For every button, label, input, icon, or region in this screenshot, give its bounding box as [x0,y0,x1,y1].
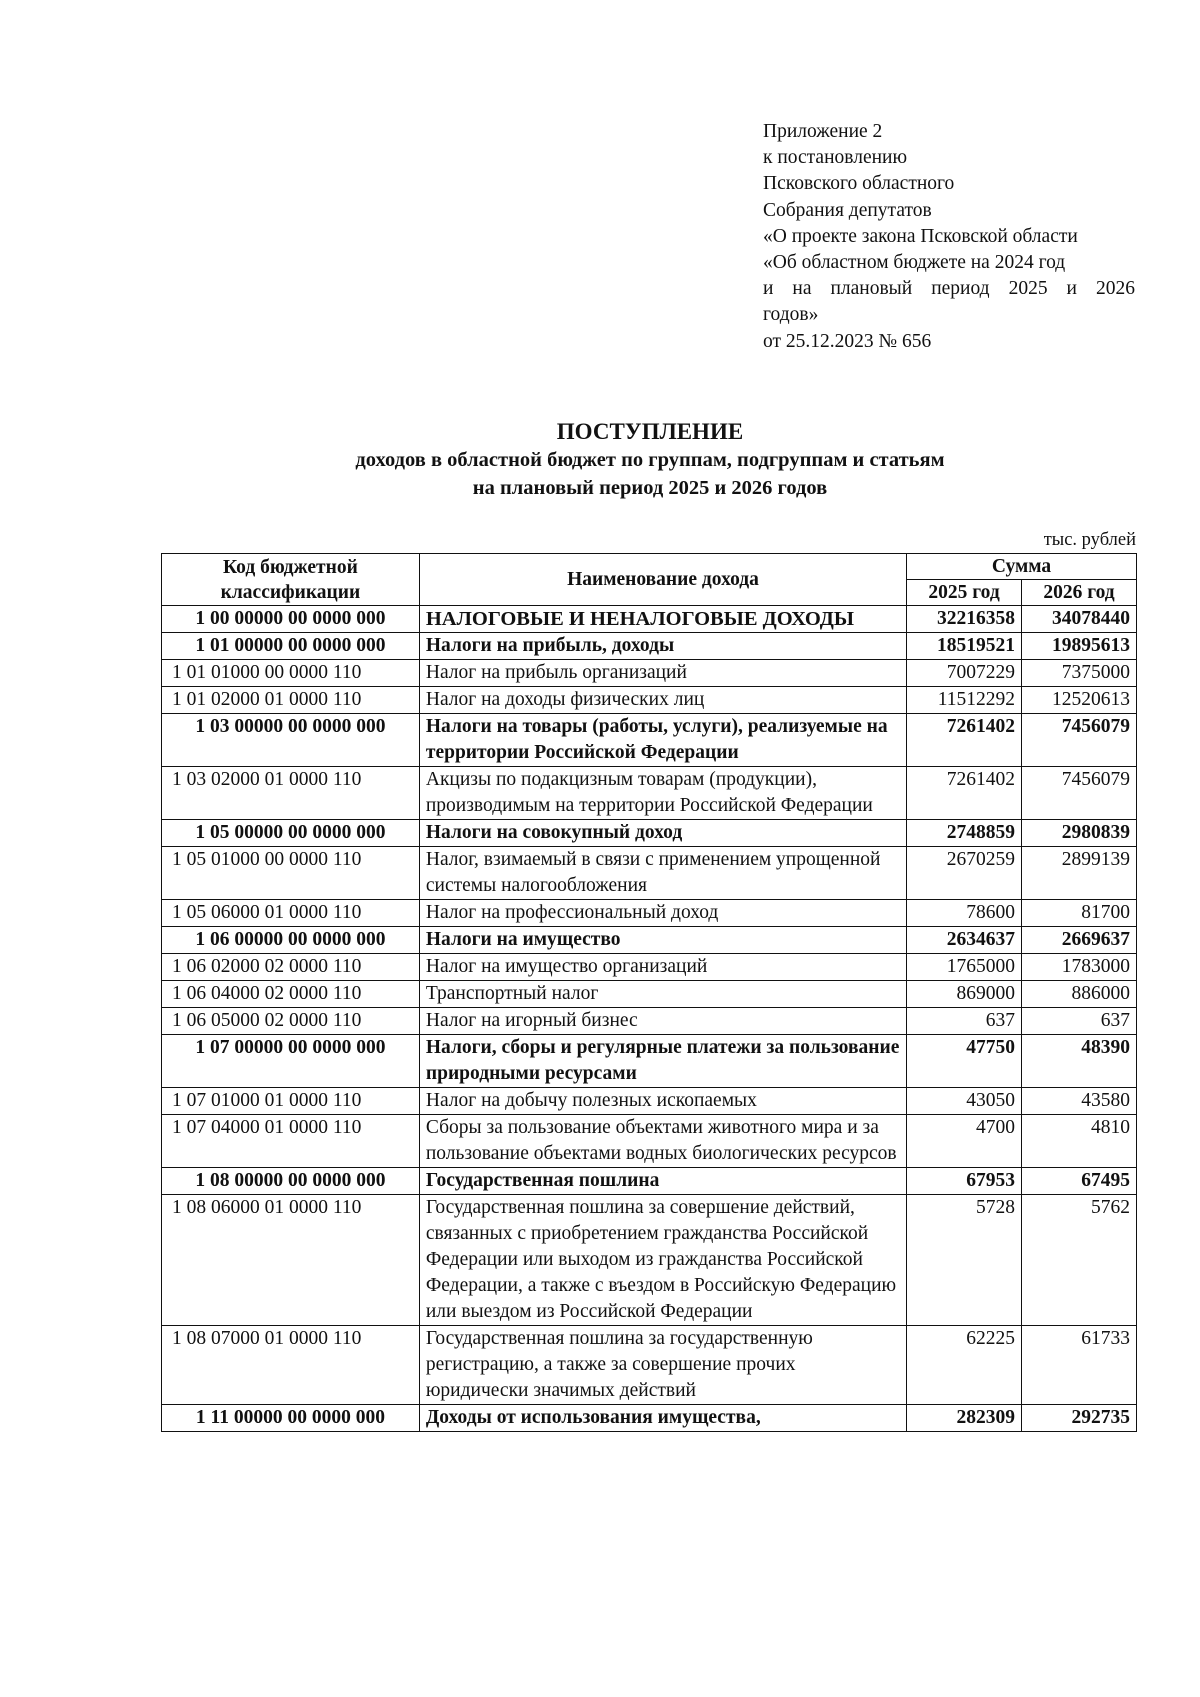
table-row [162,1405,1137,1432]
appendix-line: «О проекте закона Псковской области [763,225,1078,247]
row-value-2025: 2634637 [907,927,1022,954]
appendix-line: Собрания депутатов [763,199,932,221]
row-code: 1 00 00000 00 0000 000 [162,606,420,633]
table-row [162,1195,1137,1326]
row-value-2025: 62225 [907,1326,1022,1405]
row-code: 1 08 07000 01 0000 110 [162,1326,420,1405]
document-subtitle-period: на плановый период 2025 и 2026 годов [472,477,828,499]
table-row [162,847,1137,900]
row-value-2026: 5762 [1022,1195,1137,1326]
appendix-date: от 25.12.2023 № 656 [763,330,932,352]
row-value-2026: 7456079 [1022,767,1137,820]
row-name: Налоги на товары (работы, услуги), реализуемые на территории Российской Федерации [419,714,906,767]
table-row [162,1088,1137,1115]
row-value-2026: 34078440 [1022,606,1137,633]
row-value-2026: 48390 [1022,1035,1137,1088]
row-name: Налоги, сборы и регулярные платежи за пользование природными ресурсами [419,1035,906,1088]
row-value-2025: 5728 [907,1195,1022,1326]
appendix-block [763,119,1135,355]
row-name: Налог на имущество организаций [419,954,906,981]
row-code: 1 08 06000 01 0000 110 [162,1195,420,1326]
row-value-2026: 61733 [1022,1326,1137,1405]
revenue-table [161,553,1137,1432]
row-name: Налоги на имущество [419,927,906,954]
row-name: Налоги на совокупный доход [419,820,906,847]
table-row [162,767,1137,820]
row-code: 1 06 05000 02 0000 110 [162,1008,420,1035]
table-row [162,1115,1137,1168]
row-code: 1 01 02000 01 0000 110 [162,687,420,714]
row-value-2025: 7007229 [907,660,1022,687]
appendix-line: годов» [763,304,819,326]
header-year-2025: 2025 год [907,580,1022,606]
row-name: Налог на игорный бизнес [419,1008,906,1035]
row-value-2025: 18519521 [907,633,1022,660]
row-value-2025: 7261402 [907,767,1022,820]
row-value-2026: 1783000 [1022,954,1137,981]
table-row [162,633,1137,660]
row-value-2025: 43050 [907,1088,1022,1115]
header-code: Код бюджетной классификации [162,554,420,606]
row-value-2025: 2670259 [907,847,1022,900]
row-value-2026: 637 [1022,1008,1137,1035]
row-code: 1 01 00000 00 0000 000 [162,633,420,660]
appendix-line: Псковского областного [763,173,955,195]
table-row [162,900,1137,927]
row-code: 1 06 00000 00 0000 000 [162,927,420,954]
header-year-2026: 2026 год [1022,580,1137,606]
table-body [162,606,1137,1432]
row-value-2026: 7375000 [1022,660,1137,687]
table-row [162,606,1137,633]
row-name: НАЛОГОВЫЕ И НЕНАЛОГОВЫЕ ДОХОДЫ [419,606,906,633]
row-value-2025: 47750 [907,1035,1022,1088]
row-code: 1 05 00000 00 0000 000 [162,820,420,847]
row-value-2025: 78600 [907,900,1022,927]
row-value-2026: 292735 [1022,1405,1137,1432]
row-value-2025: 4700 [907,1115,1022,1168]
row-value-2026: 43580 [1022,1088,1137,1115]
table-row [162,954,1137,981]
row-code: 1 03 00000 00 0000 000 [162,714,420,767]
row-code: 1 06 02000 02 0000 110 [162,954,420,981]
row-name: Государственная пошлина за совершение действий, связанных с приобретением гражданства Российской Федерации или выходом из гражданства Российской Федерации, а также с въездом в Российскую Федерацию или выездом из Российской Федерации [419,1195,906,1326]
row-name: Налог на прибыль организаций [419,660,906,687]
row-name: Налог, взимаемый в связи с применением упрощенной системы налогообложения [419,847,906,900]
row-code: 1 08 00000 00 0000 000 [162,1168,420,1195]
row-value-2025: 32216358 [907,606,1022,633]
table-row [162,687,1137,714]
row-value-2026: 81700 [1022,900,1137,927]
row-value-2025: 869000 [907,981,1022,1008]
row-value-2025: 67953 [907,1168,1022,1195]
table-row [162,981,1137,1008]
row-code: 1 07 04000 01 0000 110 [162,1115,420,1168]
row-value-2026: 2980839 [1022,820,1137,847]
table-row [162,820,1137,847]
table-row [162,1326,1137,1405]
row-value-2026: 12520613 [1022,687,1137,714]
row-code: 1 05 01000 00 0000 110 [162,847,420,900]
row-code: 1 06 04000 02 0000 110 [162,981,420,1008]
row-value-2025: 11512292 [907,687,1022,714]
header-name: Наименование дохода [419,554,906,606]
row-name: Транспортный налог [419,981,906,1008]
header-sum: Сумма [907,554,1137,580]
row-name: Государственная пошлина за государственную регистрацию, а также за совершение прочих юридически значимых действий [419,1326,906,1405]
row-code: 1 11 00000 00 0000 000 [162,1405,420,1432]
row-name: Акцизы по подакцизным товарам (продукции), производимым на территории Российской Федерации [419,767,906,820]
row-value-2026: 4810 [1022,1115,1137,1168]
row-code: 1 07 00000 00 0000 000 [162,1035,420,1088]
appendix-line: «Об областном бюджете на 2024 год [763,252,1066,274]
row-value-2025: 282309 [907,1405,1022,1432]
row-name: Налог на добычу полезных ископаемых [419,1088,906,1115]
row-value-2026: 886000 [1022,981,1137,1008]
row-name: Доходы от использования имущества, [419,1405,906,1432]
row-name: Налоги на прибыль, доходы [419,633,906,660]
appendix-line: Приложение 2 [763,121,883,142]
row-code: 1 01 01000 00 0000 110 [162,660,420,687]
document-title: ПОСТУПЛЕНИЕ [556,419,744,444]
table-row [162,1035,1137,1088]
table-row [162,1008,1137,1035]
row-code: 1 05 06000 01 0000 110 [162,900,420,927]
row-value-2026: 2669637 [1022,927,1137,954]
table-row [162,660,1137,687]
table-row [162,1168,1137,1195]
row-name: Государственная пошлина [419,1168,906,1195]
row-code: 1 07 01000 01 0000 110 [162,1088,420,1115]
units-label: тыс. рублей [1043,530,1136,550]
row-value-2025: 1765000 [907,954,1022,981]
row-name: Сборы за пользование объектами животного мира и за пользование объектами водных биологических ресурсов [419,1115,906,1168]
document-subtitle: доходов в областной бюджет по группам, подгруппам и статьям [355,449,945,471]
appendix-line: к постановлению [763,147,908,169]
row-value-2025: 2748859 [907,820,1022,847]
table-row [162,714,1137,767]
row-value-2025: 637 [907,1008,1022,1035]
appendix-justified-line: и на плановый период 2025 и 2026 [763,278,1135,300]
row-code: 1 03 02000 01 0000 110 [162,767,420,820]
row-value-2026: 2899139 [1022,847,1137,900]
table-row [162,927,1137,954]
row-name: Налог на профессиональный доход [419,900,906,927]
row-value-2026: 67495 [1022,1168,1137,1195]
row-value-2026: 19895613 [1022,633,1137,660]
row-value-2026: 7456079 [1022,714,1137,767]
row-value-2025: 7261402 [907,714,1022,767]
row-name: Налог на доходы физических лиц [419,687,906,714]
